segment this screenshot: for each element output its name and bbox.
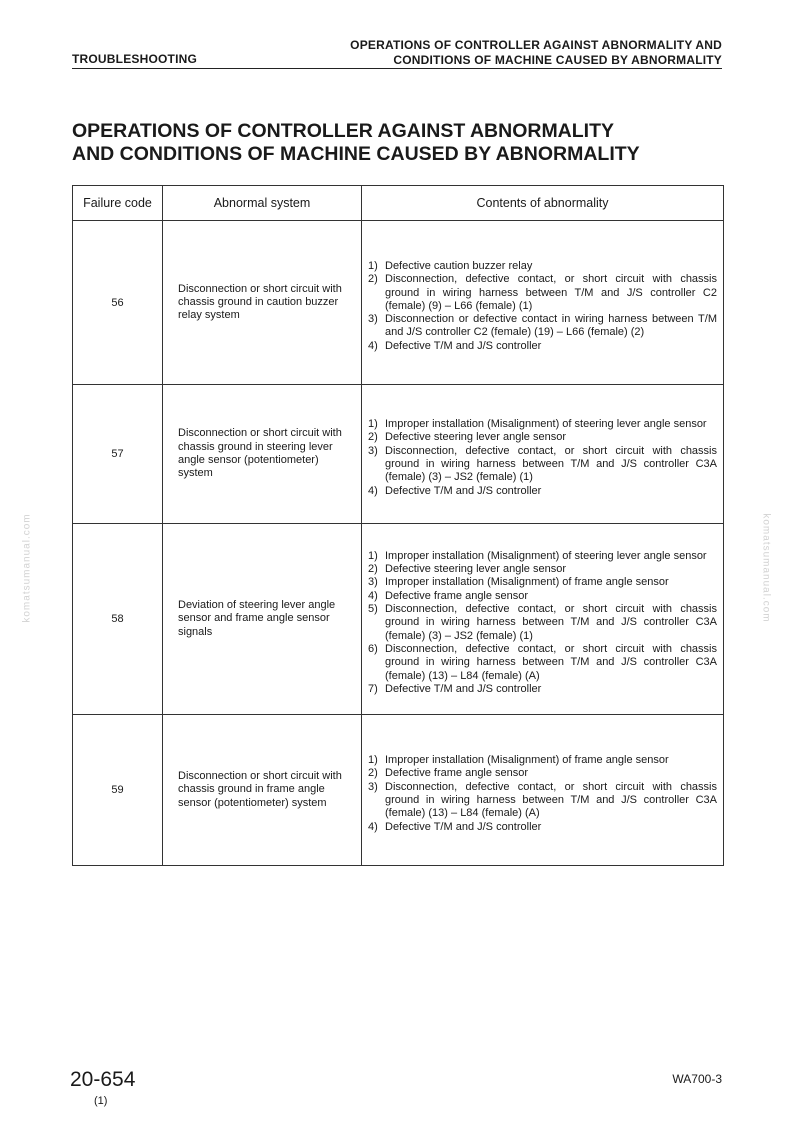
- contents-cell: [362, 385, 724, 524]
- model-name: WA700-3: [672, 1072, 722, 1086]
- page-title-line-2: AND CONDITIONS OF MACHINE CAUSED BY ABNORMALITY: [72, 143, 640, 165]
- column-header-contents: Contents of abnormality: [362, 186, 724, 221]
- list-item: 4) Defective T/M and J/S controller: [368, 339, 542, 352]
- contents-list: [368, 550, 717, 696]
- list-item: 1) Improper installation (Misalignment) of frame angle sensor: [368, 754, 669, 767]
- watermark-left: komatsumanual.com: [21, 513, 33, 623]
- abnormal-system-cell: Deviation of steering lever angle sensor and frame angle sensor signals: [163, 524, 362, 715]
- list-item: 1) Improper installation (Misalignment) of steering lever angle sensor: [368, 549, 707, 562]
- failure-code-cell: 56: [73, 221, 163, 385]
- table-row: [73, 385, 724, 524]
- table-row: [73, 715, 724, 866]
- header-divider: [72, 68, 722, 69]
- list-item: 1) Defective caution buzzer relay: [368, 259, 533, 272]
- abnormal-system-cell: Disconnection or short circuit with chassis ground in caution buzzer relay system: [163, 221, 362, 385]
- list-item: 3) Disconnection or defective contact in wiring harness between T/M and J/S controller C2 (female) (19) – L66 (female) (2): [368, 313, 717, 339]
- abnormal-system-cell: Disconnection or short circuit with chassis ground in frame angle sensor (potentiometer) system: [163, 715, 362, 866]
- revision-number: (1): [94, 1095, 108, 1107]
- list-item: 3) Disconnection, defective contact, or short circuit with chassis ground in wiring harness between T/M and J/S controller C3A (female) (13) – L84 (female) (A): [368, 780, 717, 820]
- list-item: 4) Defective T/M and J/S controller: [368, 484, 542, 497]
- abnormal-system-cell: Disconnection or short circuit with chassis ground in steering lever angle sensor (potentiometer) system: [163, 385, 362, 524]
- list-item: 6) Disconnection, defective contact, or short circuit with chassis ground in wiring harness between T/M and J/S controller C3A (female) (13) – L84 (female) (A): [368, 642, 717, 682]
- contents-list: [368, 754, 717, 834]
- list-item: 2) Defective frame angle sensor: [368, 767, 529, 780]
- list-item: 5) Disconnection, defective contact, or short circuit with chassis ground in wiring harness between T/M and J/S controller C3A (female) (3) – JS2 (female) (1): [368, 603, 717, 642]
- list-item: 3) Improper installation (Misalignment) of frame angle sensor: [368, 576, 669, 589]
- section-label: TROUBLESHOOTING: [72, 52, 197, 66]
- contents-list: [368, 418, 717, 498]
- running-header-line-1: OPERATIONS OF CONTROLLER AGAINST ABNORMALITY AND: [350, 38, 722, 52]
- list-item: 4) Defective T/M and J/S controller: [368, 820, 542, 833]
- list-item: 2) Defective steering lever angle sensor: [368, 563, 566, 576]
- failure-code-cell: 57: [73, 385, 163, 524]
- table-row: [73, 524, 724, 715]
- page-title: [72, 120, 732, 166]
- list-item: 2) Disconnection, defective contact, or short circuit with chassis ground in wiring harness between T/M and J/S controller C2 (female) (9) – L66 (female) (1): [368, 273, 717, 312]
- page-number: 20-654: [70, 1068, 136, 1091]
- contents-list: [368, 260, 717, 353]
- contents-cell: [362, 715, 724, 866]
- list-item: 1) Improper installation (Misalignment) of steering lever angle sensor: [368, 418, 707, 431]
- abnormality-table: [72, 185, 724, 866]
- list-item: 4) Defective frame angle sensor: [368, 589, 529, 602]
- list-item: 3) Disconnection, defective contact, or short circuit with chassis ground in wiring harness between T/M and J/S controller C3A (female) (3) – JS2 (female) (1): [368, 444, 717, 484]
- failure-code-cell: 58: [73, 524, 163, 715]
- running-header-line-2: CONDITIONS OF MACHINE CAUSED BY ABNORMALITY: [393, 53, 722, 67]
- contents-cell: [362, 221, 724, 385]
- column-header-failure-code: Failure code: [73, 186, 163, 221]
- column-header-abnormal-system: Abnormal system: [163, 186, 362, 221]
- running-header: [350, 38, 722, 68]
- failure-code-cell: 59: [73, 715, 163, 866]
- watermark-right: komatsumanual.com: [760, 513, 772, 623]
- list-item: 7) Defective T/M and J/S controller: [368, 682, 542, 695]
- list-item: 2) Defective steering lever angle sensor: [368, 431, 566, 444]
- table-row: [73, 221, 724, 385]
- page-title-line-1: OPERATIONS OF CONTROLLER AGAINST ABNORMALITY: [72, 120, 615, 142]
- table-header-row: [73, 186, 724, 221]
- contents-cell: [362, 524, 724, 715]
